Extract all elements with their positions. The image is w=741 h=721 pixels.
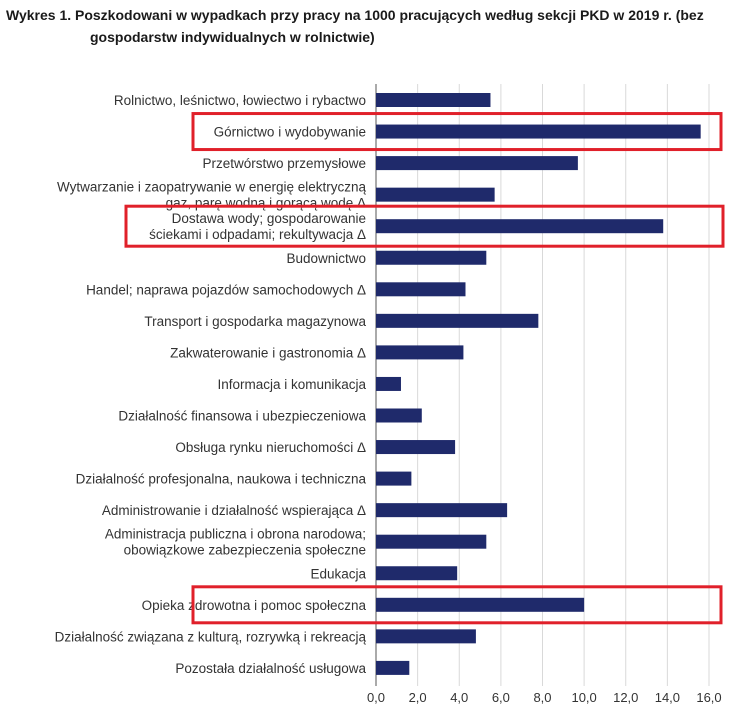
category-label: Handel; naprawa pojazdów samochodowych Δ <box>86 282 366 298</box>
bar <box>376 535 486 549</box>
chart-title-line-1: Wykres 1. Poszkodowani w wypadkach przy pracy na 1000 pracujących według sekcji PKD w 2019 r. (bez <box>6 7 704 23</box>
category-label: Administracja publiczna i obrona narodowa; <box>104 526 366 542</box>
bar <box>376 377 401 391</box>
bar <box>376 629 476 643</box>
category-label: Działalność profesjonalna, naukowa i techniczna <box>75 471 366 487</box>
bar <box>376 156 578 170</box>
category-label: ściekami i odpadami; rekultywacja Δ <box>149 227 366 243</box>
category-label: Działalność finansowa i ubezpieczeniowa <box>118 408 366 424</box>
bar <box>376 282 465 296</box>
bar <box>376 93 490 107</box>
bar <box>376 251 486 265</box>
bar <box>376 566 457 580</box>
x-tick-label: 6,0 <box>491 690 510 705</box>
bar <box>376 219 663 233</box>
bar <box>376 503 507 517</box>
category-label: gaz, parę wodną i gorącą wodę Δ <box>165 195 366 211</box>
category-label: Zakwaterowanie i gastronomia Δ <box>170 345 366 361</box>
x-tick-label: 12,0 <box>613 690 639 705</box>
category-label: obowiązkowe zabezpieczenia społeczne <box>123 542 366 558</box>
category-label: Obsługa rynku nieruchomości Δ <box>175 440 366 456</box>
category-label: Opieka zdrowotna i pomoc społeczna <box>141 597 366 613</box>
category-label: Dostawa wody; gospodarowanie <box>171 211 366 227</box>
bar <box>376 314 538 328</box>
category-label: Górnictwo i wydobywanie <box>213 124 366 140</box>
x-tick-label: 0,0 <box>366 690 386 705</box>
category-label: Pozostała działalność usługowa <box>175 660 366 676</box>
chart-title-line-2: gospodarstw indywidualnych w rolnictwie) <box>90 29 375 45</box>
bar <box>376 598 584 612</box>
category-label: Przetwórstwo przemysłowe <box>202 156 366 172</box>
x-tick-label: 10,0 <box>571 690 597 705</box>
x-tick-label: 2,0 <box>408 690 427 705</box>
bar <box>376 472 411 486</box>
bar <box>376 188 495 202</box>
bar <box>376 661 409 675</box>
category-label: Administrowanie i działalność wspierająca Δ <box>101 503 366 519</box>
x-tick-label: 16,0 <box>696 690 722 705</box>
x-tick-label: 8,0 <box>533 690 552 705</box>
category-label: Informacja i komunikacja <box>217 376 366 392</box>
category-label: Transport i gospodarka magazynowa <box>144 313 366 329</box>
bar <box>376 345 463 359</box>
category-label: Działalność związana z kulturą, rozrywką i rekreacją <box>54 629 366 645</box>
category-label: Budownictwo <box>286 250 366 266</box>
category-label: Wytwarzanie i zaopatrywanie w energię elektryczną <box>56 179 366 195</box>
category-label: Rolnictwo, leśnictwo, łowiectwo i rybactwo <box>113 93 366 108</box>
bar <box>376 125 701 139</box>
bar <box>376 440 455 454</box>
category-label: Edukacja <box>310 566 366 582</box>
bar <box>376 409 422 423</box>
x-tick-label: 4,0 <box>450 690 469 705</box>
x-tick-label: 14,0 <box>654 690 681 705</box>
